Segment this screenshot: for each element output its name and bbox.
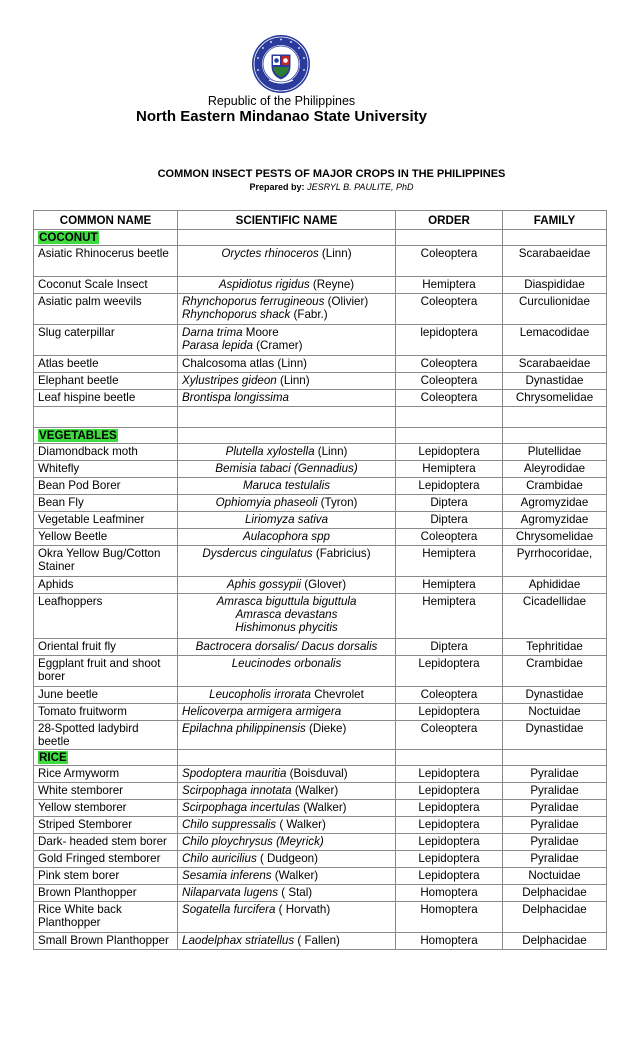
family-cell: Delphacidae <box>503 933 607 950</box>
scientific-name-author: (Linn) <box>276 374 310 387</box>
scientific-name-author: (Fabr.) <box>290 308 328 321</box>
scientific-name-cell <box>178 704 396 721</box>
common-name-cell: Gold Fringed stemborer <box>34 851 178 868</box>
empty-cell <box>503 428 607 444</box>
scientific-name-italic: Chilo suppressalis <box>182 818 277 831</box>
empty-cell <box>178 230 396 246</box>
order-cell: Lepidoptera <box>396 834 503 851</box>
scientific-name-author: (Fabricius) <box>312 547 371 560</box>
common-name-cell: Whitefly <box>34 461 178 478</box>
scientific-name-line <box>182 278 391 291</box>
scientific-name-cell <box>178 444 396 461</box>
empty-cell <box>396 750 503 766</box>
scientific-name-cell <box>178 868 396 885</box>
scientific-name-italic: Amrasca devastans <box>235 608 338 621</box>
scientific-name-cell <box>178 478 396 495</box>
category-row <box>34 750 607 766</box>
scientific-name-author: ( Walker) <box>276 818 326 831</box>
scientific-name-italic: Dysdercus cingulatus <box>202 547 313 560</box>
scientific-name-cell <box>178 461 396 478</box>
family-cell: Dynastidae <box>503 721 607 750</box>
order-cell: Coleoptera <box>396 294 503 325</box>
scientific-name-italic: Nilaparvata lugens <box>182 886 279 899</box>
scientific-name-cell <box>178 512 396 529</box>
family-cell: Agromyzidae <box>503 495 607 512</box>
scientific-name-line <box>182 496 391 509</box>
author-name: JESRYL B. PAULITE, PhD <box>307 182 414 192</box>
table-row <box>34 817 607 834</box>
scientific-name-line <box>182 784 391 797</box>
scientific-name-author: (Linn) <box>314 445 348 458</box>
common-name-cell: White stemborer <box>34 783 178 800</box>
empty-cell <box>503 230 607 246</box>
common-name-cell: Leaf hispine beetle <box>34 390 178 407</box>
order-cell: Lepidoptera <box>396 783 503 800</box>
scientific-name-italic: Hishimonus phycitis <box>235 621 338 634</box>
category-label: VEGETABLES <box>39 429 117 442</box>
scientific-name-line <box>182 595 391 608</box>
family-cell: Cicadellidae <box>503 594 607 639</box>
order-cell: Coleoptera <box>396 687 503 704</box>
scientific-name-italic: Sogatella furcifera <box>182 903 276 916</box>
table-row <box>34 656 607 687</box>
scientific-name-cell <box>178 656 396 687</box>
university-name: North Eastern Mindanao State University <box>136 108 427 125</box>
scientific-name-cell <box>178 373 396 390</box>
common-name-cell: Coconut Scale Insect <box>34 277 178 294</box>
common-name-cell: Pink stem borer <box>34 868 178 885</box>
order-cell: Hemiptera <box>396 277 503 294</box>
scientific-name-line <box>182 657 391 670</box>
scientific-name-italic: Sesamia inferens <box>182 869 272 882</box>
scientific-name-author: (Walker) <box>299 801 347 814</box>
scientific-name-italic: Liriomyza sativa <box>244 513 329 526</box>
scientific-name-cell <box>178 390 396 407</box>
scientific-name-italic: Rhynchoporus ferrugineous <box>182 295 325 308</box>
table-row <box>34 444 607 461</box>
insect-pests-table <box>33 210 607 950</box>
scientific-name-line <box>182 308 391 321</box>
scientific-name-cell <box>178 783 396 800</box>
order-cell: Lepidoptera <box>396 817 503 834</box>
scientific-name-author: (Olivier) <box>324 295 369 308</box>
document-title: COMMON INSECT PESTS OF MAJOR CROPS IN THE PHILIPPINES <box>157 168 506 180</box>
scientific-name-italic: Scirpophaga incertulas <box>182 801 300 814</box>
common-name-cell: Asiatic palm weevils <box>34 294 178 325</box>
order-cell: Lepidoptera <box>396 766 503 783</box>
scientific-name-cell <box>178 817 396 834</box>
scientific-name-italic: Chilo ploychrysus (Meyrick) <box>182 835 324 848</box>
family-cell: Delphacidae <box>503 902 607 933</box>
scientific-name-author: (Boisduval) <box>286 767 348 780</box>
family-cell: Agromyzidae <box>503 512 607 529</box>
order-cell: Diptera <box>396 639 503 656</box>
scientific-name-italic: Darna trima <box>182 326 243 339</box>
scientific-name-author: Chalcosoma atlas (Linn) <box>182 357 308 370</box>
scientific-name-line <box>182 852 391 865</box>
common-name-cell: Asiatic Rhinocerus beetle <box>34 246 178 277</box>
order-cell: Coleoptera <box>396 373 503 390</box>
common-name-cell: Aphids <box>34 577 178 594</box>
scientific-name-line <box>182 903 391 916</box>
scientific-name-italic: Epilachna philippinensis <box>182 722 306 735</box>
scientific-name-line <box>182 688 391 701</box>
scientific-name-line <box>182 247 391 260</box>
table-row <box>34 639 607 656</box>
scientific-name-line <box>182 705 391 718</box>
table-row <box>34 495 607 512</box>
family-cell: Pyrrhocoridae, <box>503 546 607 577</box>
common-name-cell: Striped Stemborer <box>34 817 178 834</box>
column-header-order: ORDER <box>396 211 503 230</box>
scientific-name-author: ( Dudgeon) <box>256 852 318 865</box>
scientific-name-line <box>182 801 391 814</box>
order-cell: Hemiptera <box>396 577 503 594</box>
scientific-name-author: (Cramer) <box>252 339 303 352</box>
column-header-family: FAMILY <box>503 211 607 230</box>
empty-cell <box>503 407 607 428</box>
scientific-name-cell <box>178 902 396 933</box>
order-cell: Lepidoptera <box>396 868 503 885</box>
scientific-name-italic: Xylustripes gideon <box>182 374 277 387</box>
scientific-name-italic: Amrasca biguttula biguttula <box>216 595 357 608</box>
family-cell: Noctuidae <box>503 704 607 721</box>
common-name-cell: Leafhoppers <box>34 594 178 639</box>
table-row <box>34 902 607 933</box>
table-row <box>34 546 607 577</box>
scientific-name-italic: Aspidiotus rigidus <box>218 278 310 291</box>
family-cell: Dynastidae <box>503 687 607 704</box>
empty-cell <box>34 407 178 428</box>
table-row <box>34 766 607 783</box>
scientific-name-line <box>182 886 391 899</box>
scientific-name-cell <box>178 356 396 373</box>
common-name-cell: Rice White back Planthopper <box>34 902 178 933</box>
spacer-row <box>34 407 607 428</box>
common-name-cell: Diamondback moth <box>34 444 178 461</box>
table-row <box>34 721 607 750</box>
scientific-name-line <box>182 547 391 560</box>
table-row <box>34 834 607 851</box>
common-name-cell: Oriental fruit fly <box>34 639 178 656</box>
order-cell: Coleoptera <box>396 529 503 546</box>
common-name-cell: Okra Yellow Bug/Cotton Stainer <box>34 546 178 577</box>
scientific-name-line <box>182 479 391 492</box>
family-cell: Aphididae <box>503 577 607 594</box>
category-cell <box>34 750 178 766</box>
scientific-name-italic: Maruca testulalis <box>243 479 330 492</box>
scientific-name-cell <box>178 546 396 577</box>
scientific-name-cell <box>178 495 396 512</box>
scientific-name-line <box>182 578 391 591</box>
scientific-name-cell <box>178 246 396 277</box>
scientific-name-cell <box>178 294 396 325</box>
table-row <box>34 512 607 529</box>
family-cell: Pyralidae <box>503 783 607 800</box>
scientific-name-italic: Helicoverpa armigera armigera <box>182 705 342 718</box>
scientific-name-italic: Oryctes rhinoceros <box>221 247 319 260</box>
table-row <box>34 783 607 800</box>
scientific-name-italic: Ophiomyia phaseoli <box>215 496 318 509</box>
family-cell: Crambidae <box>503 656 607 687</box>
scientific-name-italic: Bactrocera dorsalis/ Dacus dorsalis <box>195 640 378 653</box>
table-row <box>34 390 607 407</box>
order-cell: Lepidoptera <box>396 444 503 461</box>
scientific-name-author: (Walker) <box>271 869 319 882</box>
order-cell: Homoptera <box>396 902 503 933</box>
common-name-cell: June beetle <box>34 687 178 704</box>
scientific-name-italic: Laodelphax striatellus <box>182 934 295 947</box>
table-row <box>34 294 607 325</box>
family-cell: Scarabaeidae <box>503 356 607 373</box>
column-header-common-name: COMMON NAME <box>34 211 178 230</box>
table-row <box>34 851 607 868</box>
common-name-cell: Rice Armyworm <box>34 766 178 783</box>
empty-cell <box>178 750 396 766</box>
scientific-name-cell <box>178 721 396 750</box>
order-cell: Diptera <box>396 512 503 529</box>
table-row <box>34 868 607 885</box>
scientific-name-cell <box>178 277 396 294</box>
order-cell: Lepidoptera <box>396 656 503 687</box>
scientific-name-line <box>182 391 391 404</box>
table-row <box>34 325 607 356</box>
common-name-cell: Bean Fly <box>34 495 178 512</box>
scientific-name-line <box>182 869 391 882</box>
scientific-name-line <box>182 374 391 387</box>
table-row <box>34 373 607 390</box>
scientific-name-italic: Scirpophaga innotata <box>182 784 292 797</box>
scientific-name-italic: Leucinodes orbonalis <box>231 657 342 670</box>
common-name-cell: Atlas beetle <box>34 356 178 373</box>
scientific-name-italic: Spodoptera mauritia <box>182 767 287 780</box>
common-name-cell: Eggplant fruit and shoot borer <box>34 656 178 687</box>
scientific-name-line <box>182 767 391 780</box>
family-cell: Curculionidae <box>503 294 607 325</box>
common-name-cell: Bean Pod Borer <box>34 478 178 495</box>
family-cell: Crambidae <box>503 478 607 495</box>
family-cell: Pyralidae <box>503 834 607 851</box>
table-row <box>34 478 607 495</box>
scientific-name-line <box>182 722 391 735</box>
family-cell: Chrysomelidae <box>503 529 607 546</box>
scientific-name-italic: Bemisia tabaci (Gennadius) <box>215 462 358 475</box>
scientific-name-cell <box>178 577 396 594</box>
family-cell: Aleyrodidae <box>503 461 607 478</box>
scientific-name-line <box>182 621 391 634</box>
empty-cell <box>503 750 607 766</box>
scientific-name-line <box>182 339 391 352</box>
scientific-name-italic: Plutella xylostella <box>225 445 315 458</box>
scientific-name-author: (Dieke) <box>305 722 347 735</box>
scientific-name-author: (Reyne) <box>309 278 355 291</box>
university-seal-logo <box>251 34 311 94</box>
family-cell: Scarabaeidae <box>503 246 607 277</box>
order-cell: Lepidoptera <box>396 800 503 817</box>
order-cell: Diptera <box>396 495 503 512</box>
category-row <box>34 428 607 444</box>
scientific-name-italic: Aphis gossypii <box>226 578 301 591</box>
table-row <box>34 246 607 277</box>
common-name-cell: Vegetable Leafminer <box>34 512 178 529</box>
scientific-name-author: (Linn) <box>318 247 352 260</box>
table-row <box>34 800 607 817</box>
scientific-name-line <box>182 530 391 543</box>
order-cell: Hemiptera <box>396 461 503 478</box>
family-cell: Tephritidae <box>503 639 607 656</box>
table-row <box>34 885 607 902</box>
prepared-by <box>0 182 638 192</box>
scientific-name-cell <box>178 594 396 639</box>
order-cell: Coleoptera <box>396 721 503 750</box>
scientific-name-line <box>182 513 391 526</box>
common-name-cell: Yellow stemborer <box>34 800 178 817</box>
scientific-name-author: (Tyron) <box>317 496 358 509</box>
common-name-cell: 28-Spotted ladybird beetle <box>34 721 178 750</box>
republic-heading: Republic of the Philippines <box>207 94 356 108</box>
category-cell <box>34 230 178 246</box>
scientific-name-author: (Glover) <box>301 578 347 591</box>
order-cell: Coleoptera <box>396 390 503 407</box>
scientific-name-cell <box>178 885 396 902</box>
scientific-name-author: Chevrolet <box>310 688 364 701</box>
table-row <box>34 529 607 546</box>
scientific-name-cell <box>178 529 396 546</box>
order-cell: lepidoptera <box>396 325 503 356</box>
common-name-cell: Brown Planthopper <box>34 885 178 902</box>
scientific-name-cell <box>178 834 396 851</box>
scientific-name-line <box>182 608 391 621</box>
scientific-name-cell <box>178 766 396 783</box>
table-header-row <box>34 211 607 230</box>
scientific-name-author: Moore <box>242 326 279 339</box>
family-cell: Chrysomelidae <box>503 390 607 407</box>
family-cell: Pyralidae <box>503 766 607 783</box>
scientific-name-line <box>182 462 391 475</box>
table-row <box>34 577 607 594</box>
scientific-name-line <box>182 326 391 339</box>
scientific-name-cell <box>178 933 396 950</box>
order-cell: Lepidoptera <box>396 704 503 721</box>
family-cell: Diaspididae <box>503 277 607 294</box>
scientific-name-line <box>182 835 391 848</box>
scientific-name-line <box>182 295 391 308</box>
order-cell: Hemiptera <box>396 594 503 639</box>
scientific-name-italic: Parasa lepida <box>182 339 253 352</box>
table-row <box>34 704 607 721</box>
table-row <box>34 461 607 478</box>
category-label: COCONUT <box>39 231 98 244</box>
scientific-name-author: ( Fallen) <box>294 934 340 947</box>
table-row <box>34 687 607 704</box>
category-label: RICE <box>39 751 67 764</box>
scientific-name-author: ( Stal) <box>278 886 313 899</box>
common-name-cell: Dark- headed stem borer <box>34 834 178 851</box>
order-cell: Coleoptera <box>396 246 503 277</box>
empty-cell <box>178 428 396 444</box>
scientific-name-line <box>182 818 391 831</box>
scientific-name-line <box>182 934 391 947</box>
family-cell: Noctuidae <box>503 868 607 885</box>
order-cell: Lepidoptera <box>396 478 503 495</box>
prepared-by-label: Prepared by: <box>249 182 305 192</box>
common-name-cell: Slug caterpillar <box>34 325 178 356</box>
common-name-cell: Small Brown Planthopper <box>34 933 178 950</box>
scientific-name-line <box>182 357 391 370</box>
common-name-cell: Yellow Beetle <box>34 529 178 546</box>
scientific-name-italic: Brontispa longissima <box>182 391 289 404</box>
scientific-name-italic: Leucopholis irrorata <box>209 688 311 701</box>
order-cell: Lepidoptera <box>396 851 503 868</box>
order-cell: Homoptera <box>396 885 503 902</box>
table-row <box>34 933 607 950</box>
empty-cell <box>396 428 503 444</box>
table-body <box>34 211 607 950</box>
family-cell: Plutellidae <box>503 444 607 461</box>
scientific-name-author: ( Horvath) <box>275 903 331 916</box>
family-cell: Pyralidae <box>503 817 607 834</box>
order-cell: Hemiptera <box>396 546 503 577</box>
family-cell: Lemacodidae <box>503 325 607 356</box>
common-name-cell: Tomato fruitworm <box>34 704 178 721</box>
family-cell: Pyralidae <box>503 800 607 817</box>
table-row <box>34 356 607 373</box>
order-cell: Coleoptera <box>396 356 503 373</box>
table-row <box>34 594 607 639</box>
scientific-name-cell <box>178 639 396 656</box>
empty-cell <box>178 407 396 428</box>
order-cell: Homoptera <box>396 933 503 950</box>
scientific-name-author: (Walker) <box>291 784 339 797</box>
family-cell: Dynastidae <box>503 373 607 390</box>
scientific-name-cell <box>178 800 396 817</box>
scientific-name-italic: Aulacophora spp <box>242 530 330 543</box>
scientific-name-cell <box>178 325 396 356</box>
scientific-name-cell <box>178 851 396 868</box>
table-row <box>34 277 607 294</box>
scientific-name-italic: Rhynchoporus shack <box>182 308 291 321</box>
family-cell: Delphacidae <box>503 885 607 902</box>
category-row <box>34 230 607 246</box>
category-cell <box>34 428 178 444</box>
scientific-name-italic: Chilo auricilius <box>182 852 257 865</box>
scientific-name-line <box>182 445 391 458</box>
common-name-cell: Elephant beetle <box>34 373 178 390</box>
family-cell: Pyralidae <box>503 851 607 868</box>
scientific-name-cell <box>178 687 396 704</box>
scientific-name-line <box>182 640 391 653</box>
empty-cell <box>396 407 503 428</box>
empty-cell <box>396 230 503 246</box>
column-header-scientific-name: SCIENTIFIC NAME <box>178 211 396 230</box>
